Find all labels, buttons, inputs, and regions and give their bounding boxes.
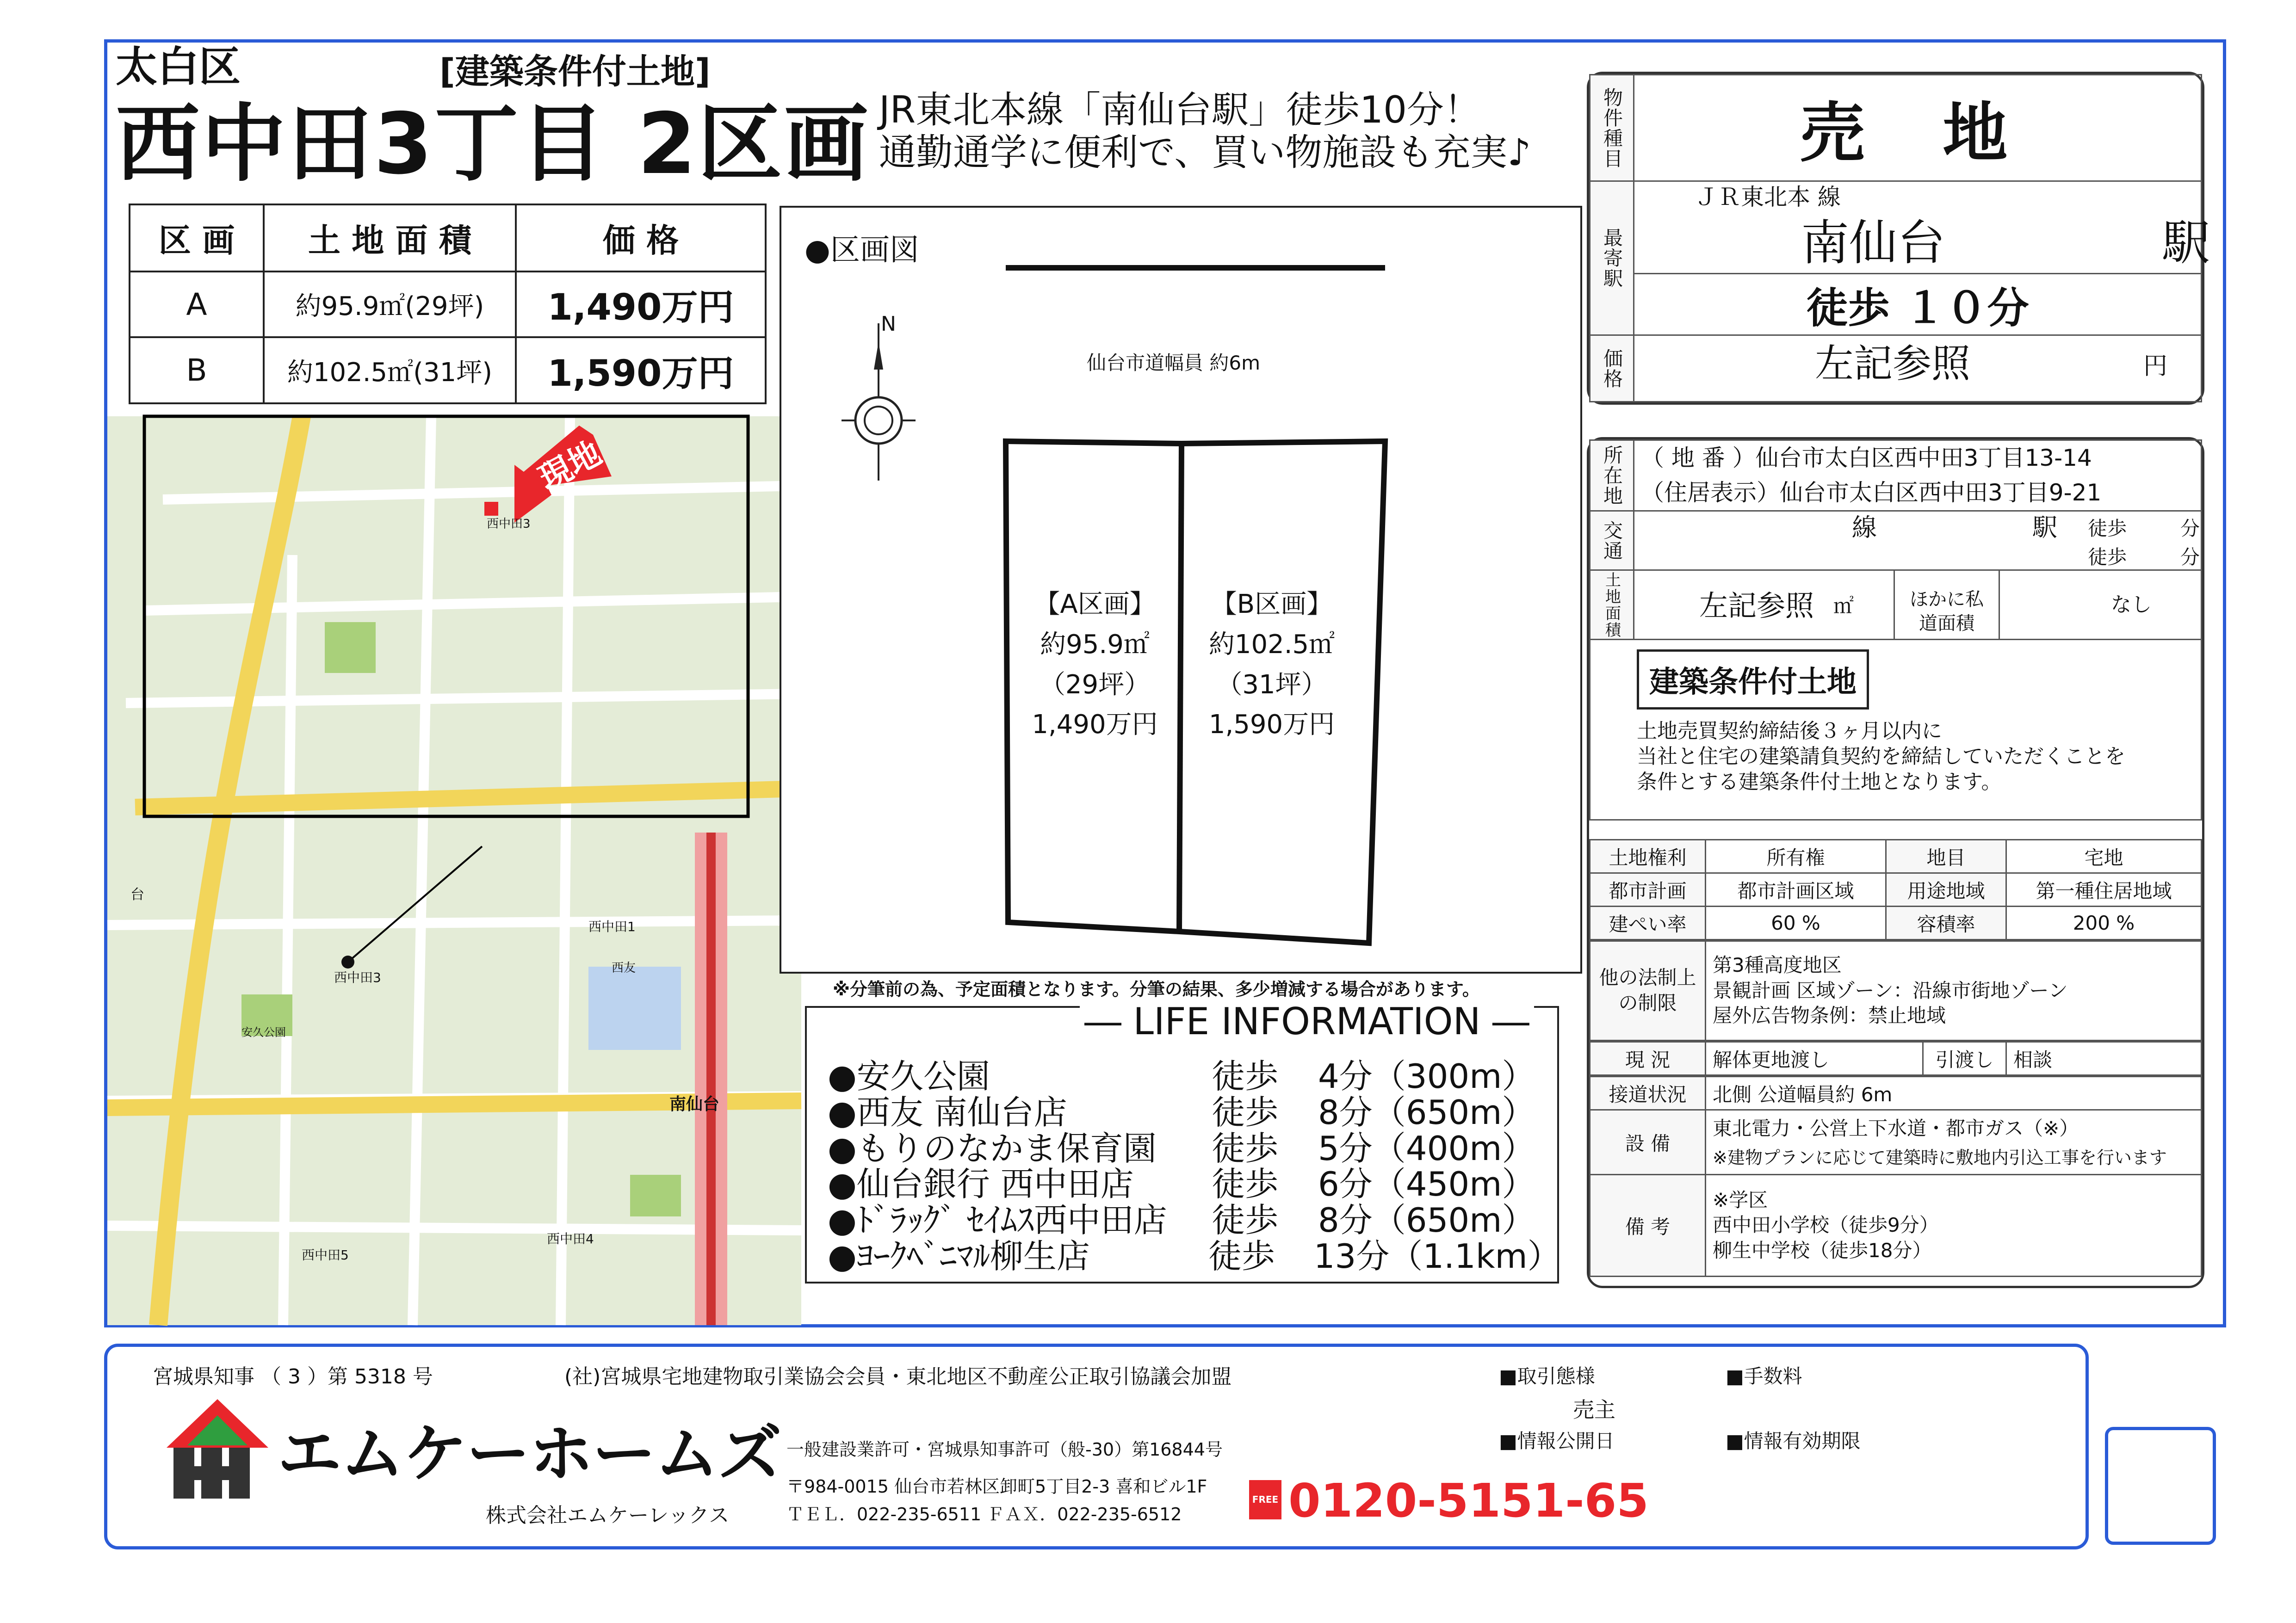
land-area-unit: ㎡ (1833, 594, 1854, 618)
plot-title: ●区画図 (805, 233, 919, 267)
road-access-value: 北側 公道幅員約 6m (1706, 1077, 2202, 1110)
company-name: 株式会社エムケーレックス (486, 1504, 730, 1527)
plot-note: ※分筆前の為、予定面積となります。分筆の結果、多少増減する場合があります。 (833, 979, 1480, 1000)
facility-name: ●ﾄﾞﾗｯｸﾞ ｾｲﾑｽ西中田店 (828, 1201, 1167, 1240)
station-label: 最寄駅 (1590, 181, 1634, 335)
publish-date-label: ■情報公開日 (1499, 1430, 1615, 1452)
train-line: ＪＲ東北本 線 (1695, 184, 1841, 210)
map-label-dai: 台 (130, 887, 144, 903)
map-label-nishinakada3-lower: 西中田3 (334, 970, 381, 985)
traffic-min-1: 分 (2180, 517, 2200, 540)
price-cell: 1,490万円 (516, 272, 766, 337)
life-info-list (828, 1059, 1559, 1275)
facilities-value: 東北電力・公営上下水道・都市ガス（※） (1713, 1117, 2079, 1140)
facility-name: ●ﾖｰｸﾍﾞﾆﾏﾙ柳生店 (828, 1236, 1090, 1276)
deal-type-value: 売主 (1573, 1397, 1615, 1422)
life-info-box (805, 1000, 1561, 1284)
deal-type-label: ■取引態様 (1499, 1365, 1595, 1388)
company-phone: ＴＥＬ．022-235-6511 ＦＡＸ．022-235-6512 (786, 1504, 1182, 1524)
list-item (828, 1236, 1561, 1276)
walk-time: 6分（450m） (1318, 1165, 1535, 1204)
construction-permit: 一般建設業許可・宮城県知事許可（般-30）第16844号 (786, 1439, 1223, 1460)
area-map (107, 416, 801, 1325)
plot-graphic (781, 208, 1584, 975)
city-plan-value: 都市計画区域 (1706, 873, 1886, 907)
lot-b-area: 約102.5㎡ (1208, 629, 1335, 660)
walk-time: 4分（300m） (1318, 1057, 1535, 1096)
north-label: N (881, 312, 896, 336)
lot-b-price: 1,590万円 (1208, 710, 1335, 740)
plot-diagram (780, 206, 1582, 974)
right-value: 所有権 (1706, 840, 1886, 873)
lot-a-price: 1,490万円 (1032, 710, 1158, 740)
area-cell: 約95.9㎡(29坪) (264, 272, 516, 337)
status-value: 解体更地渡し (1706, 1042, 1923, 1075)
land-area-value: 左記参照 (1699, 589, 1814, 623)
facilities-note: ※建物プランに応じて建築時に敷地内引込工事を行います (1713, 1147, 2167, 1168)
lot-cell: A (130, 272, 264, 337)
price-label: 価格 (1590, 335, 1634, 402)
table-row (130, 272, 766, 337)
land-category-label: 地目 (1886, 840, 2006, 873)
walk-label: 徒歩 (1212, 1057, 1279, 1096)
site-label: 現地 (532, 433, 608, 498)
walk-time: 8分（650m） (1318, 1201, 1535, 1240)
traffic-line: 線 (1852, 513, 1877, 542)
walk-time: 13分（1.1km） (1313, 1236, 1561, 1276)
col-header-price: 価 格 (516, 204, 766, 272)
walk-time: 8分（650m） (1318, 1092, 1535, 1132)
residential-address: （住居表示）仙台市太白区西中田3丁目9-21 (1641, 479, 2102, 506)
land-area-label: 土地面積 (1590, 570, 1634, 640)
map-label-seiyu: 西友 (612, 961, 636, 975)
col-header-area: 土 地 面 積 (264, 204, 516, 272)
list-item (828, 1092, 1559, 1132)
map-label-minamisendai: 南仙台 (669, 1095, 720, 1114)
private-road-value: なし (2111, 593, 2152, 617)
walk-label: 徒歩 (1212, 1092, 1279, 1132)
walk-label: 徒歩 (1212, 1165, 1279, 1204)
company-address: 〒984-0015 仙台市若林区卸町5丁目2-3 喜和ビル1F (786, 1476, 1207, 1497)
lot-a-name: 【A区画】 (1034, 589, 1156, 619)
free-dial-icon: FREE (1249, 1480, 1281, 1519)
delivery-value: 相談 (2006, 1042, 2202, 1075)
legal-restriction-1: 第3種高度地区 (1713, 954, 1842, 977)
stamp-box (2105, 1427, 2216, 1545)
table-row (130, 337, 766, 403)
remarks-1: ※学区 (1713, 1188, 1768, 1211)
right-label: 土地権利 (1590, 840, 1706, 873)
traffic-station: 駅 (2032, 513, 2057, 542)
legal-restriction-2: 景観計画 区域ゾーン：沿線市街地ゾーン (1713, 979, 2068, 1002)
traffic-walk-1: 徒歩 (2088, 517, 2127, 540)
traffic-label: 交通 (1590, 511, 1634, 570)
detail-box (1587, 437, 2204, 1288)
valid-until-label: ■情報有効期限 (1726, 1430, 1861, 1452)
city-plan-label: 都市計画 (1590, 873, 1706, 907)
facility-name: ●もりのなかま保育園 (828, 1129, 1157, 1168)
location-label: 所在地 (1590, 440, 1634, 511)
traffic-min-2: 分 (2180, 546, 2200, 568)
private-road-label: ほかに私道面積 (1910, 589, 1984, 634)
yen-unit: 円 (2143, 352, 2168, 380)
facility-name: ●仙台銀行 西中田店 (828, 1165, 1134, 1204)
legal-restriction-3: 屋外広告物条例：禁止地域 (1713, 1004, 1946, 1027)
map-graphic (107, 416, 801, 1325)
coverage-label: 建ぺい率 (1590, 907, 1706, 940)
ward-label: 太白区 (116, 43, 241, 91)
condition-text-2: 当社と住宅の建築請負契約を締結していただくことを (1637, 745, 2125, 768)
far-label: 容積率 (1886, 907, 2006, 940)
free-dial-number: 0120-5151-65 (1288, 1474, 1649, 1528)
map-label-nishinakada5: 西中田5 (302, 1247, 349, 1263)
walk-time: 5分（400m） (1318, 1129, 1535, 1168)
road-label: 仙台市道幅員 約6m (1087, 352, 1260, 374)
brand-name: エムケーホームズ (278, 1417, 781, 1491)
map-label-park: 安久公園 (241, 1026, 286, 1039)
lot-a-area: 約95.9㎡ (1040, 629, 1150, 660)
price-value: 左記参照 (1815, 341, 1971, 386)
road-access-label: 接道状況 (1590, 1077, 1706, 1110)
station-suffix: 駅 (2162, 215, 2210, 271)
license-number: 宮城県知事 （ 3 ）第 5318 号 (153, 1365, 433, 1388)
list-item (828, 1059, 1559, 1095)
legal-restriction-label: 他の法制上の制限 (1590, 941, 1706, 1041)
lot-cell: B (130, 337, 264, 403)
walk-label: 徒歩 (1212, 1129, 1279, 1168)
delivery-label: 引渡し (1923, 1042, 2006, 1075)
list-item (828, 1131, 1559, 1167)
life-info-title: ― LIFE INFORMATION ― (1080, 1003, 1534, 1040)
station-name: 南仙台 (1801, 215, 1946, 271)
map-label-nishinakada1: 西中田1 (588, 919, 636, 934)
page-title: 西中田3丁目 2区画 (116, 95, 870, 193)
condition-text-1: 土地売買契約締結後３ヶ月以内に (1637, 719, 1942, 743)
map-label-nishinakada3: 西中田3 (487, 517, 531, 531)
lot-b-label (1184, 585, 1360, 745)
lot-number-address: （ 地 番 ）仙台市太白区西中田3丁目13-14 (1641, 444, 2092, 471)
summary-box (1587, 72, 2210, 405)
facilities-label: 設 備 (1590, 1110, 1706, 1175)
price-cell: 1,590万円 (516, 337, 766, 403)
status-label: 現 況 (1590, 1042, 1706, 1075)
far-value: 200 % (2006, 907, 2202, 940)
map-label-nishinakada4: 西中田4 (547, 1231, 594, 1247)
traffic-walk-2: 徒歩 (2088, 546, 2127, 568)
company-logo (164, 1397, 271, 1503)
facility-name: ●安久公園 (828, 1057, 990, 1096)
remarks-3: 柳生中学校（徒歩18分） (1713, 1239, 1932, 1262)
type-label: 物件種目 (1590, 75, 1634, 181)
remarks-2: 西中田小学校（徒歩9分） (1713, 1214, 1939, 1237)
walk-label: 徒歩 (1212, 1201, 1279, 1240)
building-condition-badge: 建築条件付土地 (1637, 649, 1869, 710)
price-table (129, 204, 767, 404)
facility-name: ●西友 南仙台店 (828, 1092, 1067, 1132)
zoning-label: 用途地域 (1886, 873, 2006, 907)
remarks-label: 備 考 (1590, 1175, 1706, 1277)
fee-label: ■手数料 (1726, 1365, 1802, 1388)
lot-a-tsubo: （29坪） (1039, 669, 1151, 700)
condition-text-3: 条件とする建築条件付土地となります。 (1637, 770, 2002, 794)
property-type: 売 地 (1634, 75, 2202, 181)
walk-label: 徒歩 (1208, 1236, 1275, 1276)
catch-line-1: JR東北本線「南仙台駅」徒歩10分！ (879, 88, 1481, 131)
catch-line-2: 通勤通学に便利で、買い物施設も充実♪ (879, 131, 1531, 174)
list-item (828, 1203, 1559, 1239)
zoning-value: 第一種住居地域 (2006, 873, 2202, 907)
area-cell: 約102.5㎡(31坪) (264, 337, 516, 403)
coverage-value: 60 % (1706, 907, 1886, 940)
lot-b-name: 【B区画】 (1211, 589, 1333, 619)
col-header-lot: 区 画 (130, 204, 264, 272)
walk-time-summary: 徒歩 １０分 (1634, 274, 2202, 335)
association: (社)宮城県宅地建物取引業協会会員・東北地区不動産公正取引協議会加盟 (564, 1365, 1232, 1388)
lot-a-label (1010, 585, 1179, 745)
lot-b-tsubo: （31坪） (1216, 669, 1327, 700)
condition-tag: [建築条件付土地] (439, 52, 711, 92)
land-category-value: 宅地 (2006, 840, 2202, 873)
compass-icon (832, 312, 925, 481)
list-item (828, 1166, 1559, 1203)
